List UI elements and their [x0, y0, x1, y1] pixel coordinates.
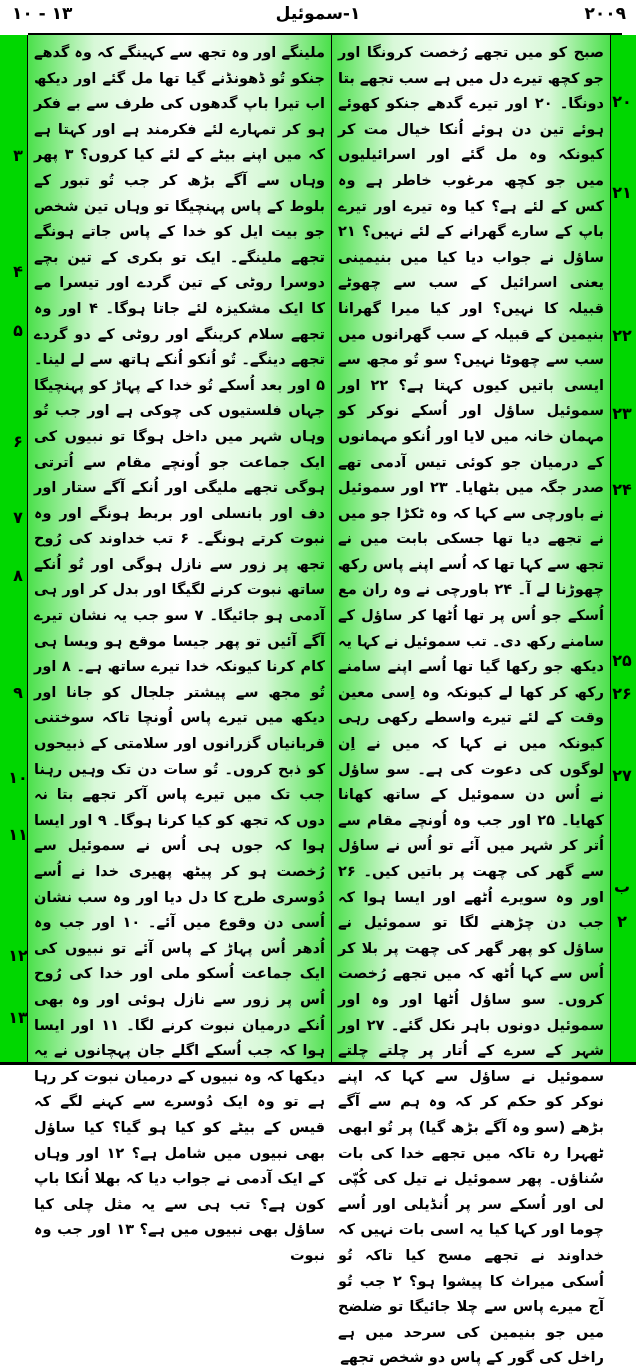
left-margin: [0, 35, 27, 1063]
verse-number: ۱۲: [8, 946, 28, 965]
verse-number: ۲۰: [612, 92, 632, 111]
verse-number: ب: [613, 877, 631, 896]
chapter-range: ۱۰ - ۱۳: [12, 4, 73, 24]
verse-number: ۴: [13, 262, 23, 281]
page-number: ۲۰۰۹: [584, 4, 626, 24]
verse-number: ۲۳: [612, 404, 632, 423]
verse-number: ۲۷: [612, 766, 632, 785]
right-column-text: صبح کو میں تجھے رُخصت کرونگا اور جو کچھ تیرے دل میں ہے سب تجھے بتا دونگا۔ ۲۰ اور تیرے گدھے جنکو کھوئے ہوئے تین دن ہوئے اُنکا خیال مت کر کیونکہ وہ مل گئے اور اسرائیلیوں میں جو کچھ مرغوب خاطر ہے وہ کس کے لئے ہے؟ کیا وہ تیرے اور تیرے باپ کے سارے گھرانے کے لئے نہیں؟ ۲۱ ساؤل نے جواب دیا کیا میں بنیمینی یعنی اسرائیل کے سب سے چھوٹے قبیلہ کا نہیں؟ اور کیا میرا گھرانا بنیمین کے قبیلہ کے سب گھرانوں میں سب سے چھوٹا نہیں؟ سو تُو مجھ سے ایسی باتیں کیوں کہتا ہے؟ ۲۲ اور سموئیل ساؤل اور اُسکے نوکر کو مہمان خانہ میں لایا اور اُنکو مہمانوں کے درمیان جو کوئی تیس آدمی تھے صدر جگہ میں بٹھایا۔ ۲۳ اور سموئیل نے باورچی سے کہا کہ وہ ٹکڑا جو میں نے تجھے دیا تھا جسکی بابت میں نے تجھ سے کہا تھا کہ اُسے اپنے پاس رکھ چھوڑنا لے آ۔ ۲۴ باورچی نے وہ ران مع اُسکے جو اُس پر تھا اُٹھا کر ساؤل کے سامنے رکھ دی۔ تب سموئیل نے کہا یہ دیکھ جو رکھا گیا تھا اُسے اپنے سامنے رکھ کر کھا لے کیونکہ وہ اِسی معین وقت کے لئے تیرے واسطے رکھی رہی کیونکہ میں نے کہا کہ میں نے اِن لوگوں کی دعوت کی ہے۔ سو ساؤل نے اُس دن سموئیل کے ساتھ کھانا کھایا۔ ۲۵ اور جب وہ اُونچے مقام سے اُتر کر شہر میں آئے تو اُس نے ساؤل سے گھر کی چھت پر باتیں کیں۔ ۲۶ اور وہ سویرے اُٹھے اور ایسا ہوا کہ جب دن چڑھنے لگا تو سموئیل نے ساؤل کو پھر گھر کی چھت پر بلا کر اُس سے کہا اُٹھ کہ میں تجھے رُخصت کروں۔ سو ساؤل اُٹھا اور وہ اور سموئیل دونوں باہر نکل گئے۔ ۲۷ اور شہر کے سرے کے اُتار پر چلتے چلتے سموئیل نے ساؤل سے کہا کہ اپنے نوکر کو حکم کر کہ وہ ہم سے آگے بڑھے (سو وہ آگے بڑھ گیا) پر تُو ابھی ٹھہرا رہ تاکہ میں تجھے خدا کی بات سُناؤں۔ پھر سموئیل نے تیل کی کُپّی لی اور اُسکے سر پر اُنڈیلی اور اُسے چوما اور کہا کیا یہ اسی بات نہیں کہ خداوند نے تجھے مسح کیا تاکہ تُو اُسکی میراث کا پیشوا ہو؟ ۲ جب تُو آج میرے پاس سے چلا جائیگا تو ضلضح میں جو بنیمین کی سرحد میں ہے راخل کی گور کے پاس دو شخص تجھے: [338, 45, 604, 1367]
verse-number: ۲۶: [612, 684, 632, 703]
verse-number: ۲۴: [612, 480, 632, 499]
bottom-border: [0, 1062, 636, 1065]
verse-number: ۸: [13, 566, 23, 585]
verse-number: ۷: [13, 508, 23, 527]
verse-number: ۱۰: [8, 768, 28, 787]
verse-number: ۵: [13, 321, 23, 340]
verse-number: ۱۳: [8, 1008, 28, 1027]
verse-number: ۶: [13, 432, 23, 451]
verse-number: ۹: [13, 683, 23, 702]
verse-number: ۲۲: [612, 326, 632, 345]
page-header: [0, 0, 636, 34]
left-column-text: ملینگے اور وہ تجھ سے کہینگے کہ وہ گدھے جنکو تُو ڈھونڈنے گیا تھا مل گئے اور دیکھ اب تیرا باپ گدھوں کی طرف سے بے فکر ہو کر تمہارے لئے فکرمند ہے اور کہتا ہے کہ میں اپنے بیٹے کے لئے کیا کروں؟ ۳ پھر وہاں سے آگے بڑھ کر جب تُو تبور کے بلوط کے پاس پہنچیگا تو وہاں تین شخص جو بیت ایل کو خدا کے پاس جاتے ہونگے تجھے ملینگے۔ ایک تو بکری کے تین بچے دوسرا روٹی کے تین گردے اور تیسرا مے کا ایک مشکیزہ لئے جاتا ہوگا۔ ۴ اور وہ تجھے سلام کرینگے اور روٹی کے دو گردے تجھے دینگے۔ تُو اُنکو اُنکے ہاتھ سے لے لینا۔ ۵ اور بعد اُسکے تُو خدا کے پہاڑ کو پہنچیگا جہاں فلستیوں کی چوکی ہے اور جب تُو وہاں شہر میں داخل ہوگا تو نبیوں کی ایک جماعت جو اُونچے مقام سے اُترتی ہوگی تجھے ملیگی اور اُنکے آگے ستار اور دف اور بانسلی اور بربط ہونگے اور وہ نبوت کرتے ہونگے۔ ۶ تب خداوند کی رُوح تجھ پر زور سے نازل ہوگی اور تُو اُنکے ساتھ نبوت کرنے لگیگا اور بدل کر اور ہی آدمی ہو جائیگا۔ ۷ سو جب یہ نشان تیرے آگے آئیں تو پھر جیسا موقع ہو ویسا ہی کام کرنا کیونکہ خدا تیرے ساتھ ہے۔ ۸ اور تُو مجھ سے پیشتر جلجال کو جانا اور دیکھ میں تیرے پاس اُونچا تاکہ سوختنی قربانیاں گزرانوں اور سلامتی کے ذبیحوں کو ذبح کروں۔ تُو سات دن تک وہیں رہنا جب تک میں تیرے پاس آکر تجھے بتا نہ دوں کہ تجھ کو کیا کرنا ہوگا۔ ۹ اور ایسا ہوا کہ جوں ہی اُس نے سموئیل سے رُخصت ہو کر پیٹھ پھیری خدا نے اُسے دُوسری طرح کا دل دیا اور وہ سب نشان اُسی دن وقوع میں آئے۔ ۱۰ اور جب وہ اُدھر اُس پہاڑ کے پاس آئے تو نبیوں کی ایک جماعت اُسکو ملی اور خدا کی رُوح اُس پر زور سے نازل ہوئی اور وہ بھی اُنکے درمیان نبوت کرنے لگا۔ ۱۱ اور ایسا ہوا کہ جب اُسکے اگلے جان پہچانوں نے یہ دیکھا کہ وہ نبیوں کے درمیان نبوت کر رہا ہے تو وہ ایک دُوسرے سے کہنے لگے کہ قیس کے بیٹے کو کیا ہو گیا؟ کیا ساؤل بھی نبیوں میں شامل ہے؟ ۱۲ اور وہاں کے ایک آدمی نے جواب دیا کہ بھلا اُنکا باپ کون ہے؟ تب ہی سے یہ مثل چلی کیا ساؤل بھی نبیوں میں ہے؟ ۱۳ اور جب وہ نبوت: [34, 45, 326, 1264]
verse-number: ۳: [13, 146, 23, 165]
left-text-column: [28, 35, 331, 1264]
verse-number: ۲: [617, 912, 627, 931]
right-text-column: [332, 35, 610, 1367]
verse-number: ۲۱: [612, 183, 632, 202]
verse-number: ۲۵: [612, 651, 632, 670]
book-title: ۱-سموئیل: [275, 4, 361, 24]
verse-number: ۱۱: [8, 825, 28, 844]
